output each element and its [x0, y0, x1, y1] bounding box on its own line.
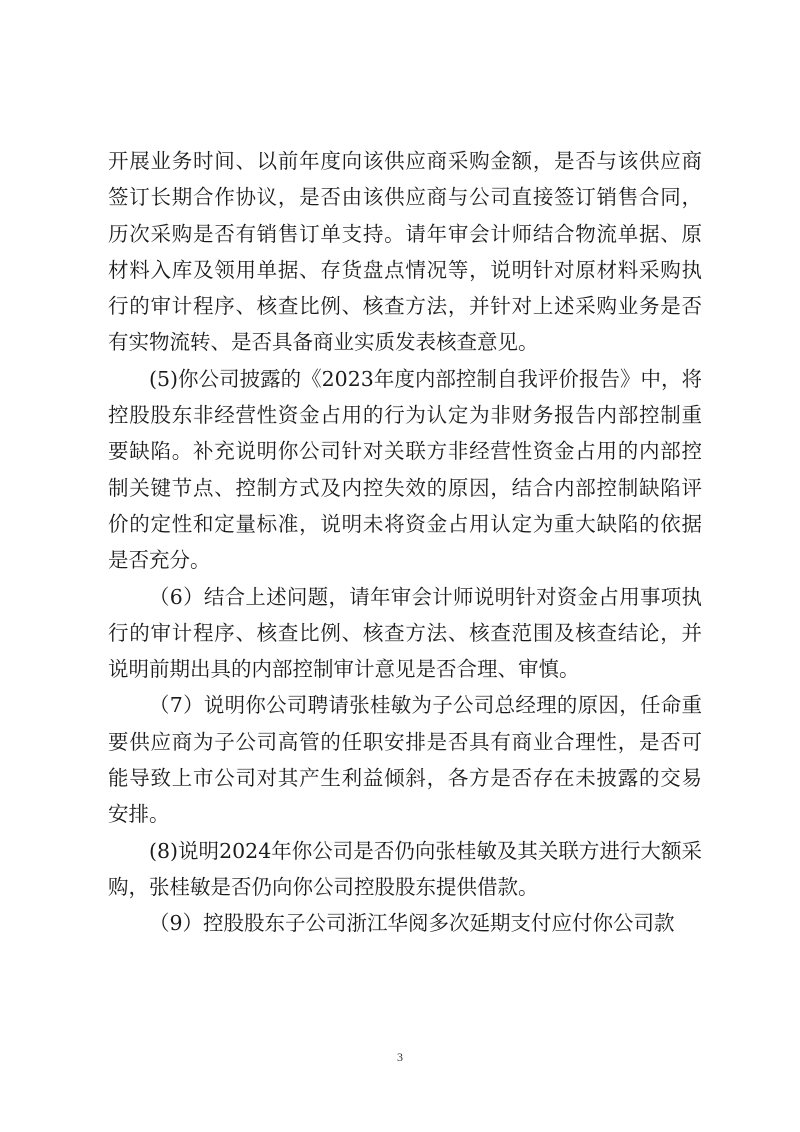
paragraph-item-5: (5)你公司披露的《2023年度内部控制自我评价报告》中，将控股股东非经营性资金占用的行为认定为非财务报告内部控制重要缺陷。补充说明你公司针对关联方非经营性资金占用的内部控制关键节点、控制方式及内控失效的原因，结合内部控制缺陷评价的定性和定量标准，说明未将资金占用认定为重大缺陷的依据是否充分。	[108, 366, 702, 573]
document-body	[108, 143, 702, 942]
paragraph-item-7: （7）说明你公司聘请张桂敏为子公司总经理的原因，任命重要供应商为子公司高管的任职安排是否具有商业合理性，是否可能导致上市公司对其产生利益倾斜，各方是否存在未披露的交易安排。	[108, 693, 702, 827]
paragraph-item-9: （9）控股股东子公司浙江华阅多次延期支付应付你公司款	[149, 911, 675, 936]
page-number: 3	[397, 1050, 403, 1064]
paragraph-continuation: 开展业务时间、以前年度向该供应商采购金额，是否与该供应商签订长期合作协议，是否由该供应商与公司直接签订销售合同，历次采购是否有销售订单支持。请年审会计师结合物流单据、原材料入库及领用单据、存货盘点情况等，说明针对原材料采购执行的审计程序、核查比例、核查方法，并针对上述采购业务是否有实物流转、是否具备商业实质发表核查意见。	[108, 149, 702, 355]
paragraph-item-6: （6）结合上述问题，请年审会计师说明针对资金占用事项执行的审计程序、核查比例、核查方法、核查范围及核查结论，并说明前期出具的内部控制审计意见是否合理、审慎。	[108, 584, 702, 682]
paragraph-item-8: (8)说明2024年你公司是否仍向张桂敏及其关联方进行大额采购，张桂敏是否仍向你公司控股股东提供借款。	[108, 838, 702, 899]
